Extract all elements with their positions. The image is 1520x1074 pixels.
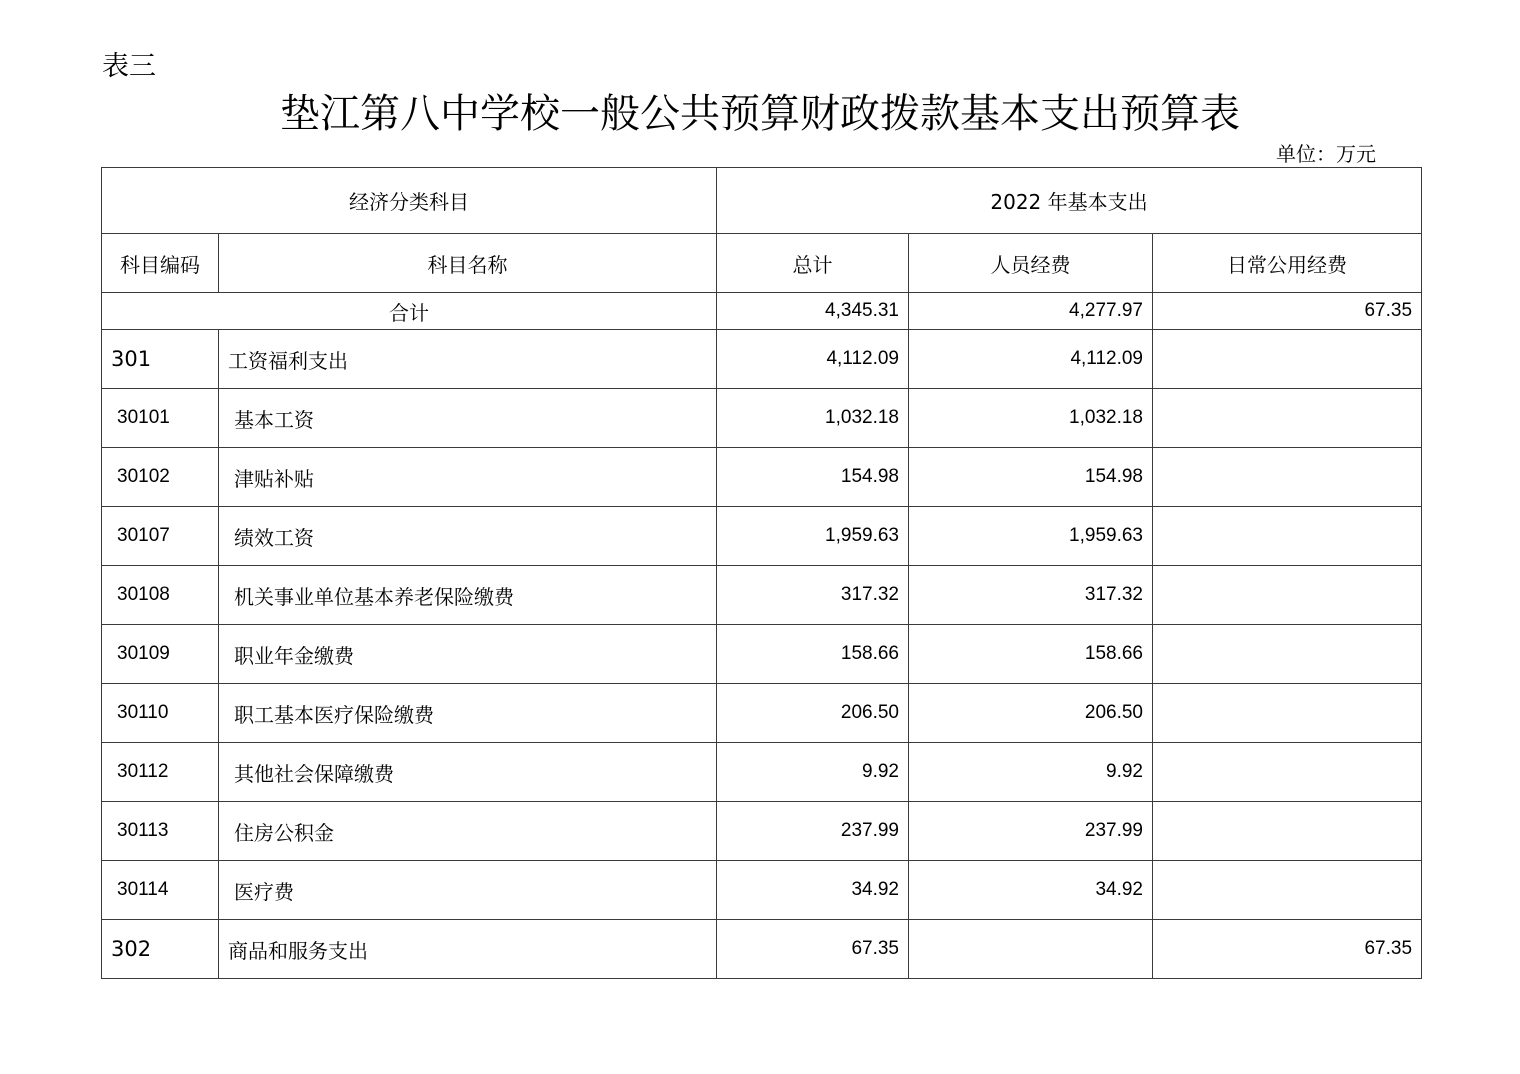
row-total: 1,959.63	[717, 507, 909, 566]
table-row	[102, 625, 1422, 684]
row-name: 职工基本医疗保险缴费	[219, 684, 717, 743]
row-total: 67.35	[717, 920, 909, 979]
row-name: 住房公积金	[219, 802, 717, 861]
row-personnel: 1,032.18	[909, 389, 1153, 448]
total-row	[102, 293, 1422, 330]
total-label: 合计	[102, 293, 717, 330]
row-total: 237.99	[717, 802, 909, 861]
row-total: 158.66	[717, 625, 909, 684]
row-personnel: 4,112.09	[909, 330, 1153, 389]
row-personnel: 34.92	[909, 861, 1153, 920]
row-personnel: 317.32	[909, 566, 1153, 625]
row-public	[1153, 802, 1422, 861]
row-personnel	[909, 920, 1153, 979]
header-personnel: 人员经费	[909, 234, 1153, 293]
row-personnel: 158.66	[909, 625, 1153, 684]
header-year-expense: 2022 年基本支出	[717, 168, 1422, 234]
row-total: 34.92	[717, 861, 909, 920]
table-row	[102, 861, 1422, 920]
row-personnel: 154.98	[909, 448, 1153, 507]
row-personnel: 9.92	[909, 743, 1153, 802]
table-row	[102, 743, 1422, 802]
table-row	[102, 566, 1422, 625]
row-personnel: 206.50	[909, 684, 1153, 743]
header-econ-category: 经济分类科目	[102, 168, 717, 234]
row-total: 4,112.09	[717, 330, 909, 389]
row-personnel: 237.99	[909, 802, 1153, 861]
row-public	[1153, 743, 1422, 802]
row-code: 30110	[102, 684, 219, 743]
row-code: 302	[102, 920, 219, 979]
row-total: 9.92	[717, 743, 909, 802]
row-name: 职业年金缴费	[219, 625, 717, 684]
row-name: 津贴补贴	[219, 448, 717, 507]
row-code: 30114	[102, 861, 219, 920]
row-name: 绩效工资	[219, 507, 717, 566]
row-total: 154.98	[717, 448, 909, 507]
row-total: 317.32	[717, 566, 909, 625]
row-name: 基本工资	[219, 389, 717, 448]
row-public	[1153, 330, 1422, 389]
row-name: 医疗费	[219, 861, 717, 920]
row-public	[1153, 389, 1422, 448]
row-code: 301	[102, 330, 219, 389]
budget-table-body	[102, 168, 1422, 979]
row-public	[1153, 507, 1422, 566]
row-code: 30102	[102, 448, 219, 507]
unit-label: 单位：万元	[1276, 142, 1376, 166]
header-code: 科目编码	[102, 234, 219, 293]
row-name: 其他社会保障缴费	[219, 743, 717, 802]
row-name: 机关事业单位基本养老保险缴费	[219, 566, 717, 625]
row-code: 30108	[102, 566, 219, 625]
header-public: 日常公用经费	[1153, 234, 1422, 293]
row-personnel: 1,959.63	[909, 507, 1153, 566]
table-row	[102, 684, 1422, 743]
row-public	[1153, 566, 1422, 625]
budget-table	[101, 167, 1422, 979]
row-public	[1153, 448, 1422, 507]
row-code: 30101	[102, 389, 219, 448]
row-code: 30113	[102, 802, 219, 861]
row-total: 206.50	[717, 684, 909, 743]
row-public: 67.35	[1153, 920, 1422, 979]
row-code: 30107	[102, 507, 219, 566]
total-total: 4,345.31	[717, 293, 909, 330]
row-total: 1,032.18	[717, 389, 909, 448]
row-public	[1153, 625, 1422, 684]
header-row-sub	[102, 234, 1422, 293]
page-title: 垫江第八中学校一般公共预算财政拨款基本支出预算表	[280, 91, 1240, 137]
row-public	[1153, 861, 1422, 920]
table-row	[102, 802, 1422, 861]
total-public: 67.35	[1153, 293, 1422, 330]
row-name: 商品和服务支出	[219, 920, 717, 979]
row-code: 30112	[102, 743, 219, 802]
table-row	[102, 389, 1422, 448]
header-row-top	[102, 168, 1422, 234]
header-total: 总计	[717, 234, 909, 293]
header-name: 科目名称	[219, 234, 717, 293]
table-row	[102, 507, 1422, 566]
row-code: 30109	[102, 625, 219, 684]
total-personnel: 4,277.97	[909, 293, 1153, 330]
row-name: 工资福利支出	[219, 330, 717, 389]
row-public	[1153, 684, 1422, 743]
table-row	[102, 330, 1422, 389]
table-row	[102, 920, 1422, 979]
table-row	[102, 448, 1422, 507]
table-number-label: 表三	[102, 51, 156, 82]
